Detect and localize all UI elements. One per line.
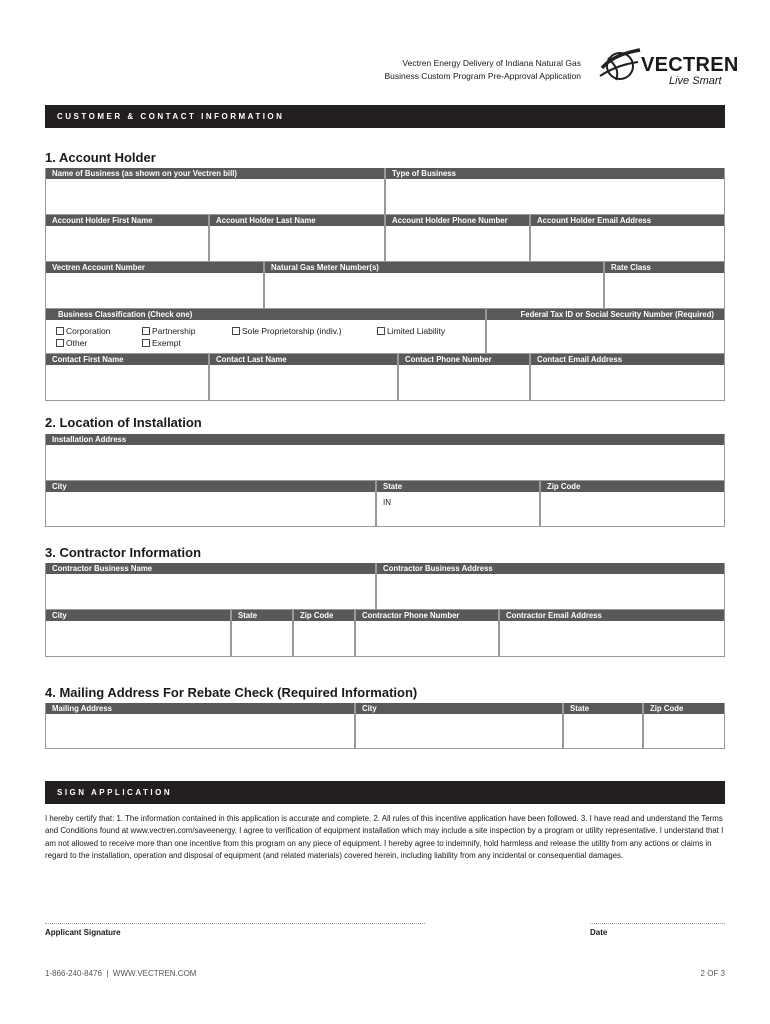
account-number-label: Vectren Account Number (46, 262, 263, 273)
vectren-logo (598, 46, 739, 92)
applicant-signature-line[interactable] (45, 923, 425, 924)
checkbox-exempt[interactable]: Exempt (142, 338, 181, 348)
section-2-title: 2. Location of Installation (45, 415, 202, 430)
checkbox-partnership[interactable]: Partnership (142, 326, 195, 336)
certification-text: I hereby certify that: 1. The information contained in this application is accurate and complete. 2. All rules of this incentive application have been followed. 3. I have read and understand the Terms and Conditions found at www.vectren.com/saveenergy. I agree to verification of equipment installation which may include a site inspection by a program or utility representative. I understand that I am not allowed to receive more than one incentive from this program on any piece of equipment. I hereby agree to indemnify, hold harmless and release the utility from any actions or claims in regard to the installation, operation and disposal of equipment (and related materials) covered herein, including liability from any incidental or consequential damages. (45, 814, 724, 861)
contact-first-name-label: Contact First Name (46, 354, 208, 365)
mailing-state-label: State (564, 703, 642, 714)
contractor-name-label: Contractor Business Name (46, 563, 375, 574)
contractor-zip-field[interactable] (293, 610, 355, 657)
contact-phone-field[interactable] (398, 354, 530, 401)
holder-phone-field[interactable] (385, 215, 530, 262)
rate-class-field[interactable] (604, 262, 725, 309)
section-1-title: 1. Account Holder (45, 150, 156, 165)
checkbox-icon (56, 327, 64, 335)
holder-first-name-label: Account Holder First Name (46, 215, 208, 226)
contractor-address-label: Contractor Business Address (377, 563, 724, 574)
mailing-zip-field[interactable] (643, 703, 725, 749)
checkbox-icon (232, 327, 240, 335)
header-line-1: Vectren Energy Delivery of Indiana Natural Gas (402, 58, 581, 68)
type-of-business-field[interactable] (385, 168, 725, 215)
contractor-state-label: State (232, 610, 292, 621)
vectren-swoosh-icon (598, 46, 642, 86)
section-3-title: 3. Contractor Information (45, 545, 202, 560)
contractor-phone-label: Contractor Phone Number (356, 610, 498, 621)
section-4-title: 4. Mailing Address For Rebate Check (Required Information) (45, 685, 418, 700)
form-header-text (300, 57, 581, 83)
tax-id-label: Federal Tax ID or Social Security Number (Required) (487, 309, 724, 320)
tax-id-field[interactable] (486, 309, 725, 354)
checkbox-icon (56, 339, 64, 347)
contractor-address-field[interactable] (376, 563, 725, 610)
installation-zip-field[interactable] (540, 481, 725, 527)
contact-phone-label: Contact Phone Number (399, 354, 529, 365)
holder-last-name-field[interactable] (209, 215, 385, 262)
contact-email-label: Contact Email Address (531, 354, 724, 365)
rate-class-label: Rate Class (605, 262, 724, 273)
installation-city-field[interactable] (45, 481, 376, 527)
page-number: 2 OF 3 (700, 969, 725, 978)
business-name-field[interactable] (45, 168, 385, 215)
contact-last-name-label: Contact Last Name (210, 354, 397, 365)
contractor-phone-field[interactable] (355, 610, 499, 657)
holder-last-name-label: Account Holder Last Name (210, 215, 384, 226)
meter-numbers-field[interactable] (264, 262, 604, 309)
checkbox-limited-liability[interactable]: Limited Liability (377, 326, 445, 336)
mailing-city-field[interactable] (355, 703, 563, 749)
checkbox-other[interactable]: Other (56, 338, 87, 348)
holder-first-name-field[interactable] (45, 215, 209, 262)
contractor-state-field[interactable] (231, 610, 293, 657)
contractor-name-field[interactable] (45, 563, 376, 610)
type-of-business-label: Type of Business (386, 168, 724, 179)
installation-state-field[interactable] (376, 481, 540, 527)
footer-contact: 1-866-240-8476 | WWW.VECTREN.COM (45, 969, 197, 978)
account-number-field[interactable] (45, 262, 264, 309)
contact-last-name-field[interactable] (209, 354, 398, 401)
sign-application-bar: SIGN APPLICATION (45, 781, 725, 804)
checkbox-icon (142, 339, 150, 347)
checkbox-icon (377, 327, 385, 335)
mailing-zip-label: Zip Code (644, 703, 724, 714)
business-classification-label: Business Classification (Check one) (46, 309, 485, 320)
contact-email-field[interactable] (530, 354, 725, 401)
header-line-2: Business Custom Program Pre-Approval Application (384, 71, 581, 81)
contractor-city-field[interactable] (45, 610, 231, 657)
contractor-city-label: City (46, 610, 230, 621)
logo-tagline: Live Smart (669, 75, 722, 87)
meter-numbers-label: Natural Gas Meter Number(s) (265, 262, 603, 273)
checkbox-sole-proprietorship[interactable]: Sole Proprietorship (indiv.) (232, 326, 342, 336)
checkbox-icon (142, 327, 150, 335)
installation-state-value: IN (383, 498, 391, 507)
installation-city-label: City (46, 481, 375, 492)
contact-first-name-field[interactable] (45, 354, 209, 401)
installation-zip-label: Zip Code (541, 481, 724, 492)
date-label: Date (590, 928, 608, 937)
applicant-signature-label: Applicant Signature (45, 928, 121, 937)
contractor-email-label: Contractor Email Address (500, 610, 724, 621)
mailing-address-field[interactable] (45, 703, 355, 749)
mailing-address-label: Mailing Address (46, 703, 354, 714)
mailing-city-label: City (356, 703, 562, 714)
contractor-email-field[interactable] (499, 610, 725, 657)
customer-contact-bar: CUSTOMER & CONTACT INFORMATION (45, 105, 725, 128)
holder-email-label: Account Holder Email Address (531, 215, 724, 226)
business-name-label: Name of Business (as shown on your Vectren bill) (46, 168, 384, 179)
date-line[interactable] (590, 923, 725, 924)
installation-state-label: State (377, 481, 539, 492)
holder-phone-label: Account Holder Phone Number (386, 215, 529, 226)
installation-address-label: Installation Address (46, 434, 724, 445)
installation-address-field[interactable] (45, 434, 725, 481)
checkbox-corporation[interactable]: Corporation (56, 326, 110, 336)
holder-email-field[interactable] (530, 215, 725, 262)
contractor-zip-label: Zip Code (294, 610, 354, 621)
logo-wordmark: VECTREN (641, 54, 739, 76)
mailing-state-field[interactable] (563, 703, 643, 749)
